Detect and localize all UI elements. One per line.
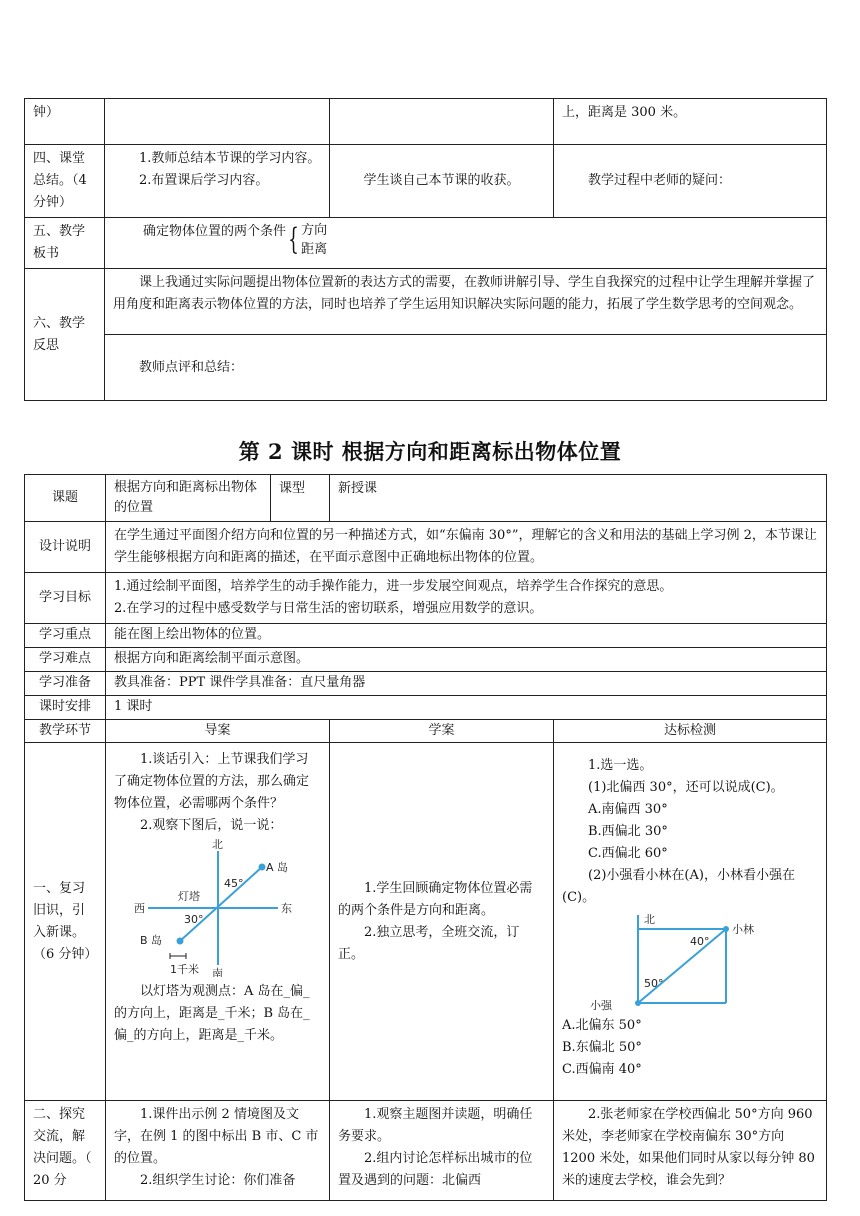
island-a-marker (259, 864, 266, 871)
guide-cell (106, 743, 330, 1101)
lighthouse-label: 灯塔 (178, 890, 200, 903)
text: 2.布置课后学习内容。 (139, 173, 269, 188)
student-cell (330, 743, 554, 1101)
section-label: 六、教学反思 (25, 269, 105, 401)
section-label: 二、探究交流，解决问题。（ 20 分 (25, 1101, 106, 1201)
text: 1.选一选。 (588, 758, 653, 773)
column-header: 教学环节 (25, 720, 106, 743)
fig-xiaoqiang-label: 小强 (590, 999, 612, 1012)
student-cell (330, 1101, 554, 1201)
text: 2.观察下图后，说一说： (140, 818, 283, 833)
label: 学习难点 (25, 648, 106, 672)
board-item: 距离 (301, 242, 328, 257)
cell: 钟） (25, 99, 105, 145)
value: 在学生通过平面图介绍方向和位置的另一种描述方式，如“东偏南 30°”，理解它的含义和用法的基础上学习例 2，本节课让学生能够根据方向和距离的描述，在平面示意图中正确地标出物体的位置。 (106, 522, 827, 573)
lesson-plan-table (24, 474, 827, 1201)
scale-label: 1千米 (170, 963, 199, 976)
cell (105, 145, 330, 218)
reflection-table (24, 98, 827, 401)
lighthouse-map (118, 837, 308, 977)
map-east-label: 东 (281, 902, 292, 915)
board-item: 方向 (301, 223, 328, 238)
board-text: 确定物体位置的两个条件 (143, 224, 287, 239)
text: 2.组内讨论怎样标出城市的位置及遇到的问题：北偏西 (338, 1151, 533, 1188)
option: C.西偏北 60° (588, 846, 668, 861)
column-header: 导案 (106, 720, 330, 743)
text: 2.组织学生讨论：你们准备 (140, 1173, 296, 1188)
option: A.南偏西 30° (588, 802, 668, 817)
label: 学习目标 (25, 573, 106, 624)
text: (2)小强看小林在(A)，小林看小强在(C)。 (562, 868, 795, 905)
column-header: 达标检测 (554, 720, 827, 743)
value: 能在图上绘出物体的位置。 (106, 624, 827, 648)
island-b-marker (177, 938, 184, 945)
text: (1)北偏西 30°，还可以说成(C)。 (588, 780, 784, 795)
value: 1 课时 (106, 696, 827, 720)
fig-north-label: 北 (644, 913, 655, 926)
option: B.东偏北 50° (562, 1040, 642, 1055)
column-header: 学案 (330, 720, 554, 743)
label: 课型 (271, 475, 330, 522)
text: 1.教师总结本节课的学习内容。 (139, 151, 321, 166)
text: 1.课件出示例 2 情境图及文字，在例 1 的图中标出 B 市、C 市的位置。 (114, 1107, 319, 1166)
text: 1.谈话引入：上节课我们学习了确定物体位置的方法，那么确定物体位置，必需哪两个条件？ (114, 752, 310, 811)
lesson-title: 第 2 课时 根据方向和距离标出物体位置 (238, 439, 622, 464)
map-north-label: 北 (212, 838, 223, 851)
angle-label: 40° (690, 935, 710, 948)
guide-cell (106, 1101, 330, 1201)
section-label: 四、课堂总结。（4分钟） (25, 145, 105, 218)
option: C.西偏南 40° (562, 1062, 642, 1077)
value: 根据方向和距离标出物体的位置 (106, 475, 271, 522)
comment-text: 教师点评和总结： (105, 335, 827, 401)
angle-label: 50° (644, 977, 664, 990)
value: 根据方向和距离绘制平面示意图。 (106, 648, 827, 672)
text: 2.在学习的过程中感受数学与日常生活的密切联系，增强应用数学的意识。 (114, 601, 543, 616)
option: B.西偏北 30° (588, 824, 668, 839)
value: 新授课 (330, 475, 827, 522)
value: 教具准备：PPT 课件学具准备：直尺量角器 (106, 672, 827, 696)
text: 以灯塔为观测点：A 岛在_偏_的方向上，距离是_千米；B 岛在_偏_的方向上，距离是_千米。 (114, 984, 310, 1043)
text: 2.独立思考，全班交流，订正。 (338, 924, 520, 962)
cell (105, 99, 330, 145)
section-label: 一、复习旧识，引入新课。（6 分钟） (25, 743, 106, 1101)
label: 课时安排 (25, 696, 106, 720)
check-cell: 2.张老师家在学校西偏北 50°方向 960 米处，李老师家在学校南偏东 30°方向 1200 米处，如果他们同时从家以每分钟 80 米的速度去学校，谁会先到？ (554, 1101, 827, 1201)
board-cell (105, 218, 827, 269)
map-south-label: 南 (212, 967, 223, 977)
brace-icon: { (288, 222, 299, 257)
angle-label: 30° (184, 913, 204, 926)
label: 课题 (25, 475, 106, 522)
fig-xiaolin-label: 小林 (732, 923, 754, 936)
angle-label: 45° (224, 877, 244, 890)
island-a-label: A 岛 (266, 861, 289, 874)
text: 1.通过绘制平面图，培养学生的动手操作能力，进一步发展空间观点，培养学生合作探究的意思。 (114, 579, 673, 594)
text: 1.观察主题图并读题，明确任务要求。 (338, 1107, 533, 1144)
cell: 教学过程中老师的疑问： (554, 145, 827, 218)
text: 1.学生回顾确定物体位置必需的两个条件是方向和距离。 (338, 880, 533, 918)
check-cell (554, 743, 827, 1101)
option: A.北偏东 50° (562, 1018, 642, 1033)
value (106, 573, 827, 624)
label: 设计说明 (25, 522, 106, 573)
direction-figure (582, 909, 762, 1013)
cell: 上，距离是 300 米。 (554, 99, 827, 145)
island-b-label: B 岛 (140, 934, 163, 947)
label: 学习重点 (25, 624, 106, 648)
cell: 学生谈自己本节课的收获。 (330, 145, 554, 218)
section-label: 五、教学板书 (25, 218, 105, 269)
cell (330, 99, 554, 145)
reflection-text: 课上我通过实际问题提出物体位置新的表达方式的需要，在教师讲解引导、学生自我探究的过程中让学生理解并掌握了用角度和距离表示物体位置的方法，同时也培养了学生运用知识解决实际问题的能力，拓展了学生数学思考的空间观念。 (105, 269, 827, 335)
label: 学习准备 (25, 672, 106, 696)
map-west-label: 西 (134, 902, 145, 915)
